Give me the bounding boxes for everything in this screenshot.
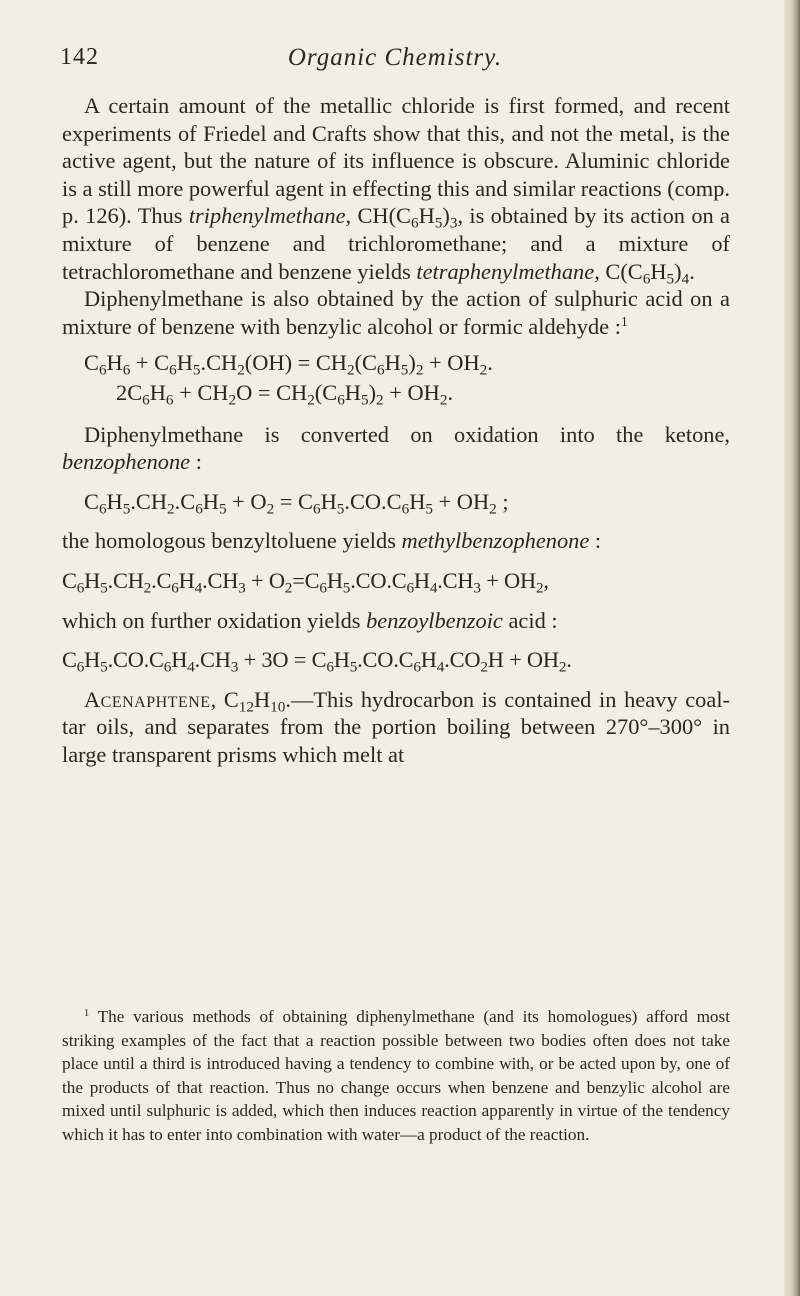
text-run: .CO.C <box>344 488 402 514</box>
text-run: 6 <box>195 499 203 517</box>
text-run: Diphenylmethane is also obtained by the action of sulphuric acid on a mixture of benzene with benzylic alcohol or formic aldehyde : <box>62 286 730 339</box>
text-run: 6 <box>171 579 179 597</box>
equation-benzophenone <box>62 488 730 516</box>
text-run: .CH <box>107 567 144 593</box>
term-triphenylmethane: triphenylmethane <box>188 203 346 229</box>
term-tetraphenylmethane: tetraphenylmethane <box>416 258 595 284</box>
text-run: 4 <box>187 658 195 676</box>
text-run: 6 <box>169 361 177 379</box>
text-run: 6 <box>413 658 421 676</box>
text-run: + O <box>226 488 267 514</box>
text-run: 5 <box>122 499 131 517</box>
text-run: 5 <box>192 361 201 379</box>
text-run: H <box>178 567 195 593</box>
text-run: 2 <box>480 658 488 676</box>
footnotes <box>62 1005 730 1147</box>
text-run: + C <box>130 350 170 376</box>
text-run: : <box>589 528 602 554</box>
text-run: 6 <box>337 391 345 409</box>
text-run: H <box>202 488 219 514</box>
text-run: 2 <box>284 579 293 597</box>
subscript: 6 <box>410 214 419 232</box>
text-run: = C <box>274 488 313 514</box>
text-run: 5 <box>349 658 358 676</box>
text-run: 2 <box>439 391 448 409</box>
paragraph-diphenylmethane <box>62 285 730 340</box>
text-run: H <box>171 647 188 673</box>
page-header <box>60 44 730 80</box>
text-run: H <box>320 488 337 514</box>
text-run: .CO.C <box>350 567 407 593</box>
text-run: 6 <box>98 499 107 517</box>
text-run: (C <box>354 350 377 376</box>
text-run: 3 <box>230 658 239 676</box>
text-run: H <box>650 258 667 284</box>
text-run: 5 <box>100 579 108 597</box>
paragraph-benzyltoluene <box>62 527 730 555</box>
footnote-1 <box>62 1005 730 1147</box>
text-run: ; <box>496 488 509 514</box>
text-run: . <box>689 258 695 284</box>
text-run: 2 <box>307 391 315 409</box>
text-run: 6 <box>376 361 385 379</box>
text-run: H + OH <box>487 647 559 673</box>
text-run: 5 <box>218 499 227 517</box>
text-run: H <box>84 567 101 593</box>
footnote-reference: 1 <box>620 313 628 329</box>
text-run: acid : <box>502 607 558 633</box>
text-run: + OH <box>423 350 480 376</box>
text-run: H <box>384 350 401 376</box>
text-run: + 3O = C <box>238 647 327 673</box>
text-run: 2 <box>376 391 384 409</box>
text-run: H <box>344 379 361 405</box>
term-methylbenzophenone: methylbenzophenone <box>401 528 590 554</box>
text-run: 5 <box>336 499 345 517</box>
text-run: (C <box>314 379 338 405</box>
text-run: + O <box>245 567 285 593</box>
text-run: C <box>84 488 99 514</box>
text-run: 5 <box>100 658 108 676</box>
text-run: H <box>418 203 435 229</box>
text-run: H <box>326 567 343 593</box>
text-run: H <box>149 379 166 405</box>
text-run: H <box>106 350 123 376</box>
text-run: 2 <box>228 391 237 409</box>
text-run: .CH <box>437 567 474 593</box>
text-run: 2 <box>167 499 175 517</box>
text-run: (OH) = CH <box>244 350 347 376</box>
text-run: 2C <box>116 379 143 405</box>
text-run: 2 <box>489 499 497 517</box>
text-run: =C <box>292 567 320 593</box>
text-run: 4 <box>429 579 438 597</box>
text-run: which on further oxidation yields <box>62 607 367 633</box>
heading-acenaphtene: Acenaphtene <box>84 686 211 712</box>
text-run: .C <box>151 567 172 593</box>
equation-formic-aldehyde <box>62 379 730 407</box>
text-run: . <box>447 379 454 405</box>
text-run: 4 <box>194 579 203 597</box>
text-run: H <box>420 647 437 673</box>
text-run: 6 <box>401 499 410 517</box>
text-run: 2 <box>143 579 152 597</box>
text-run: 3 <box>473 579 481 597</box>
text-run: the homologous benzyltoluene yields <box>62 528 402 554</box>
text-run: 2 <box>479 361 488 379</box>
page-number: 142 <box>60 44 99 70</box>
text-run: H <box>413 567 430 593</box>
text-run: .CH <box>194 647 231 673</box>
text-run: 6 <box>406 579 414 597</box>
paragraph-oxidation-ketone <box>62 421 730 476</box>
text-run: ) <box>408 350 416 376</box>
text-run: O = CH <box>236 379 308 405</box>
text-run: + OH <box>383 379 440 405</box>
text-run: 6 <box>163 658 172 676</box>
text-run: + OH <box>480 567 536 593</box>
text-run: 6 <box>122 361 131 379</box>
text-run: .CO.C <box>107 647 164 673</box>
paragraph-acenaphtene <box>62 686 730 769</box>
text-run: 6 <box>326 658 334 676</box>
text-run: 5 <box>342 579 351 597</box>
text-run: 6 <box>76 658 85 676</box>
term-benzophenone: benzophenone <box>62 449 191 475</box>
text-run: ) <box>368 379 377 405</box>
text-run: 6 <box>98 361 107 379</box>
text-run: , <box>543 567 549 593</box>
text-run: 6 <box>76 579 85 597</box>
text-run: .CH <box>200 350 238 376</box>
text-run: .—This hydrocarbon is contained in heavy coal-tar oils, and separates from the portion boiling between 270°–300° in large transparent prisms which melt at <box>62 686 730 767</box>
text-run: .CH <box>202 567 239 593</box>
text-run: 3 <box>238 579 246 597</box>
text-run: 5 <box>360 391 369 409</box>
text-run: 2 <box>415 361 424 379</box>
text-run: 6 <box>312 499 321 517</box>
text-run: 6 <box>142 391 150 409</box>
footnote-text: The various methods of obtaining diphenylmethane (and its homologues) afford most striking examples of the fact that a reaction possible between two bodies often does not take place until a third is introduced having a tendency to combine with, or be acted upon by, one of the products of that reaction. Thus no change occurs when benzene and benzylic alcohol are mixed until sulphuric is added, which then induces reaction apparently in virtue of the tendency which it has to enter into combination with water—a product of the reaction. <box>62 1007 730 1144</box>
text-run: . <box>487 350 493 376</box>
equation-methylbenzophenone <box>62 567 730 595</box>
text-run: . <box>566 647 572 673</box>
text-run: H <box>333 647 350 673</box>
text-run: 2 <box>558 658 567 676</box>
footnote-mark: 1 <box>84 1007 90 1019</box>
subscript: 3 <box>449 214 458 232</box>
text-run: ) <box>674 258 682 284</box>
body-text <box>62 92 730 768</box>
term-benzoylbenzoic: benzoylbenzoic <box>366 607 503 633</box>
text-run: : <box>190 449 202 475</box>
text-run: , is obtained by its action on a mixture of benzene and trichloromethane; and a mixture of tetrachloromethane and benzene yields <box>62 203 730 284</box>
subscript: 4 <box>681 269 690 287</box>
text-run: , CH(C <box>345 203 411 229</box>
text-run: 6 <box>319 579 327 597</box>
paragraph-friedel-crafts <box>62 92 730 285</box>
text-run: .C <box>174 488 196 514</box>
text-run: .CO <box>444 647 481 673</box>
text-run: Diphenylmethane is converted on oxidation into the ketone, <box>84 421 730 447</box>
text-run: H <box>409 488 426 514</box>
text-run: 12 <box>238 697 254 715</box>
text-run: 4 <box>436 658 445 676</box>
subscript: 5 <box>434 214 443 232</box>
text-run: 2 <box>266 499 275 517</box>
text-run: 5 <box>400 361 409 379</box>
equation-benzylic-alcohol <box>62 349 730 377</box>
text-run: 10 <box>270 697 286 715</box>
text-run: H <box>254 686 271 712</box>
text-run: , C <box>210 686 239 712</box>
text-run: A certain amount of the metallic chloride is first formed, and recent experiments of Friedel and Crafts show that this, and not the metal, is the active agent, but the nature of its influence is obscure. Aluminic chloride is a still more powerful agent in effecting this and similar reactions (comp. p. 126). Thus <box>62 93 731 229</box>
text-run: 6 <box>165 391 174 409</box>
text-run: H <box>176 350 193 376</box>
text-run: H <box>84 647 101 673</box>
text-run: + OH <box>432 488 490 514</box>
text-run: 5 <box>425 499 433 517</box>
text-run: 2 <box>237 361 245 379</box>
text-run: .CO.C <box>357 647 414 673</box>
running-title: Organic Chemistry. <box>287 44 503 71</box>
text-run: 2 <box>346 361 355 379</box>
subscript: 6 <box>642 269 651 287</box>
text-run: .CH <box>130 488 168 514</box>
text-run: C <box>62 567 77 593</box>
text-run: + CH <box>173 379 229 405</box>
equation-benzoylbenzoic-acid <box>62 646 730 674</box>
subscript: 5 <box>666 269 675 287</box>
text-run: ) <box>442 203 450 229</box>
text-run: C <box>62 647 77 673</box>
text-run: , C(C <box>594 258 643 284</box>
text-run: H <box>106 488 123 514</box>
text-run: 2 <box>535 579 544 597</box>
page-edge-shadow <box>784 0 800 1296</box>
text-run: C <box>84 350 99 376</box>
paragraph-further-oxidation <box>62 607 730 635</box>
